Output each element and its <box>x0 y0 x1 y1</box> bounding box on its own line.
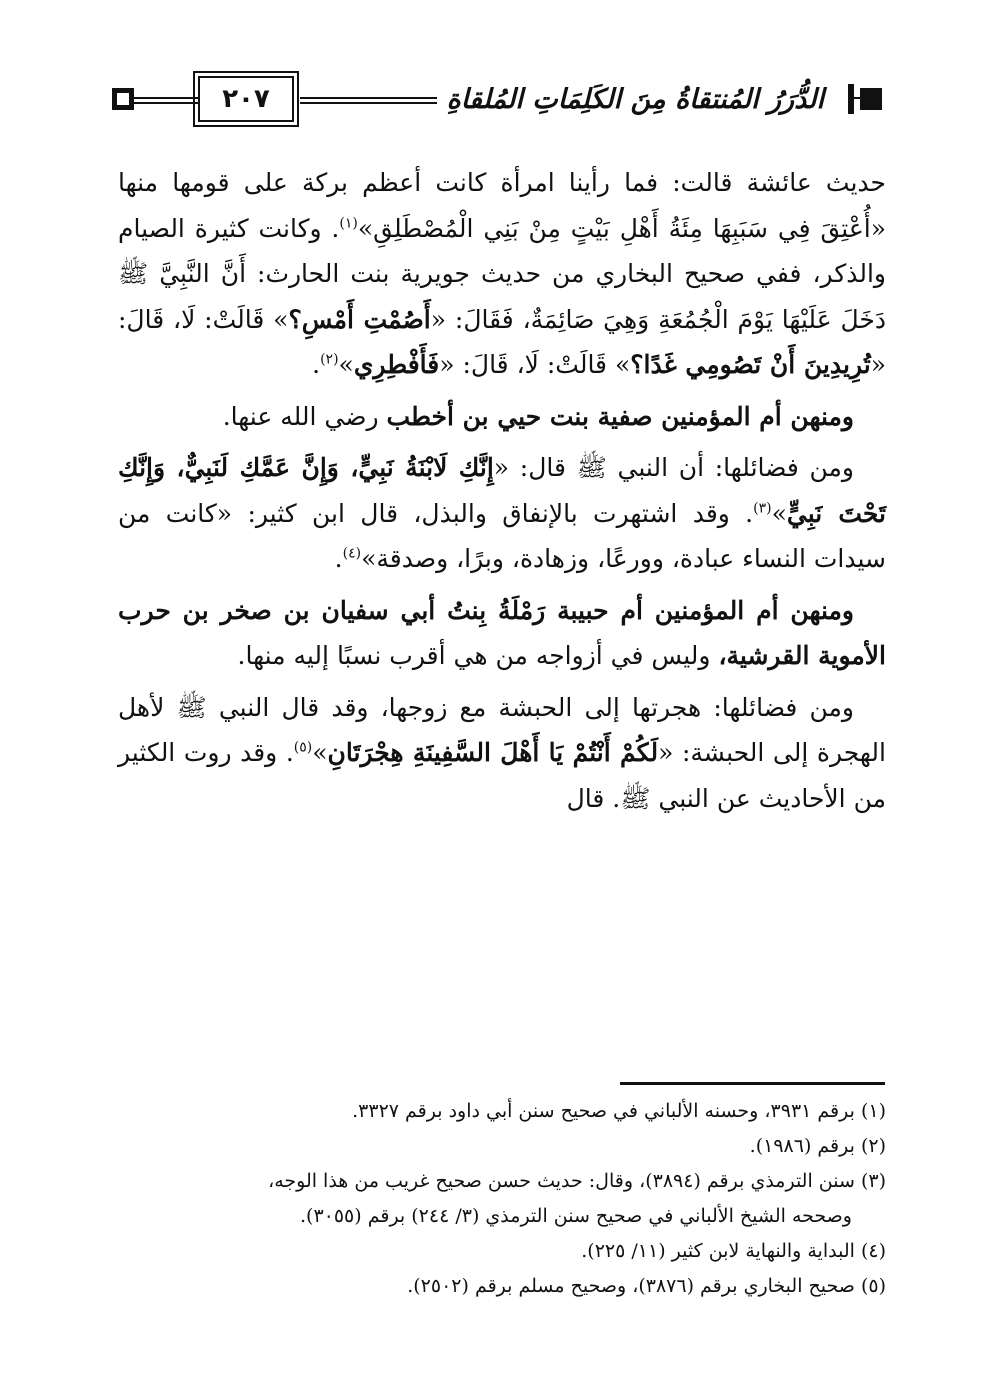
hadith-quote: منها «أُعْتِقَ فِي سَبَبِهَا مِئَةُ أَهْلِ بَيْتٍ مِنْ بَنِي الْمُصْطَلِقِ» <box>118 168 887 243</box>
text-fragment: وليس في أزواجه من هي أقرب نسبًا إليه منها. <box>237 641 719 670</box>
header-rule-right <box>850 97 860 99</box>
footnote-2: (٢) برقم (١٩٨٦). <box>749 1135 886 1157</box>
header-bar-right <box>848 84 854 114</box>
footnote-separator <box>620 1082 885 1085</box>
text-fragment: قَالَتْ: لَا، قَالَ: « <box>439 350 608 379</box>
header-rule-middle <box>300 97 440 99</box>
footnote-ref-2: (٢) <box>320 351 339 368</box>
text-line: حديث عائشة قالت: فما رأينا امرأة كانت أعظم بركة على قومها <box>172 168 886 197</box>
footnotes <box>230 1094 886 1304</box>
footnote-5: (٥) صحيح البخاري برقم (٣٨٧٦)، وصحيح مسلم برقم (٢٥٠٢). <box>407 1275 886 1297</box>
footnote-ref-3: (٣) <box>753 500 772 517</box>
hadith-bold: تُرِيدِينَ أَنْ تَصُومِي غَدًا؟ <box>630 350 871 379</box>
hadith-bold: إِنَّكِ لَابْنَةُ نَبِيٍّ، وَإِنَّ عَمَّكِ لَنَبِيٌّ، وَإِنَّكِ تَحْتَ نَبِيٍّ <box>118 453 886 528</box>
main-text <box>118 160 886 827</box>
text-fragment: » <box>338 350 354 379</box>
text-fragment: فَقَالَ: « <box>430 304 514 334</box>
text-fragment: ومن فضائلها: أن النبي ﷺ قال: « <box>493 453 854 482</box>
paragraph-safiyyah-virtues <box>118 445 886 582</box>
text-fragment: . وقد اشتهرت بالإنفاق والبذل، قال ابن كثير: «كانت من سيدات النساء عبادة، وورعًا، وزهادة، وبرًا، وصدقة» <box>118 498 886 573</box>
text-line: . وكانت <box>258 213 340 243</box>
footnote-ref-4: (٤) <box>342 545 362 562</box>
paragraph-umm-habibah-heading <box>118 588 886 679</box>
header-rule-middle-2 <box>300 102 440 104</box>
header-rule-left <box>134 97 198 99</box>
page-number-frame <box>198 76 294 122</box>
text-line: كثيرة الصيام والذكر، ففي صحيح البخاري من حديث جويرية <box>118 213 886 288</box>
text-fragment: » <box>312 738 328 767</box>
text-fragment: » <box>771 498 787 528</box>
hadith-bold: لَكُمْ أَنْتُمْ يَا أَهْلَ السَّفِينَةِ هِجْرَتَانِ <box>327 738 659 767</box>
footnote-1: (١) برقم ٣٩٣١، وحسنه الألباني في صحيح سنن أبي داود برقم ٣٣٢٧. <box>352 1100 886 1122</box>
footnote-4: (٤) البداية والنهاية لابن كثير (١١/ ٢٢٥). <box>581 1240 886 1262</box>
footnote-3: (٣) سنن الترمذي برقم (٣٨٩٤)، وقال: حديث حسن صحيح غريب من هذا الوجه، <box>268 1170 886 1192</box>
paragraph-juwayriyah <box>118 160 886 388</box>
page-header <box>112 74 882 126</box>
honorific: رضي الله عنها. <box>222 401 387 431</box>
section-heading: ومنهن أم المؤمنين صفية بنت حيي بن أخطب <box>386 401 854 431</box>
text-fragment: . <box>312 350 321 379</box>
text-fragment: » <box>614 350 631 379</box>
header-rule-left-2 <box>134 102 198 104</box>
text-line: بنت الحارث: أَنَّ النَّبِيَّ ﷺ دَخَلَ عَلَيْهَا يَوْمَ الْجُمُعَةِ وَهِيَ صَائِمَةٌ، <box>118 259 886 334</box>
hadith-bold: فَأَفْطِرِي <box>353 350 440 379</box>
hadith-bold: أَصُمْتِ أَمْسِ؟ <box>288 304 431 334</box>
section-heading: ومنهن أم المؤمنين أم حبيبة رَمْلَةُ بِنتُ أبي سفيان بن صخر بن حرب الأموية القرشية، <box>118 595 886 670</box>
footnote-ref-1: (١) <box>339 215 358 232</box>
paragraph-safiyyah-heading <box>118 394 886 440</box>
footnote-ref-5: (٥) <box>293 739 313 756</box>
page-number: ٢٠٧ <box>222 84 270 114</box>
footnote-3-continued: وصححه الشيخ الألباني في صحيح سنن الترمذي (٣/ ٢٤٤) برقم (٣٠٥٥). <box>299 1205 852 1227</box>
text-fragment: . <box>334 544 343 573</box>
text-fragment: . وقد روت الكثير من الأحاديث عن النبي ﷺ. قال <box>118 738 886 813</box>
header-square-filled-icon <box>860 88 882 110</box>
text-fragment: ومن فضائلها: هجرتها إلى الحبشة مع زوجها، وقد قال النبي ﷺ لأهل الهجرة إلى الحبشة: « <box>118 692 886 767</box>
text-fragment: » قَالَتْ: لَا، قَالَ: « <box>118 304 886 379</box>
book-title: الدُّرَرُ المُنتقاةُ مِنَ الكَلِمَاتِ المُلقاةِ <box>437 74 834 124</box>
header-square-outline-icon <box>112 88 134 110</box>
paragraph-umm-habibah-virtues <box>118 685 886 822</box>
